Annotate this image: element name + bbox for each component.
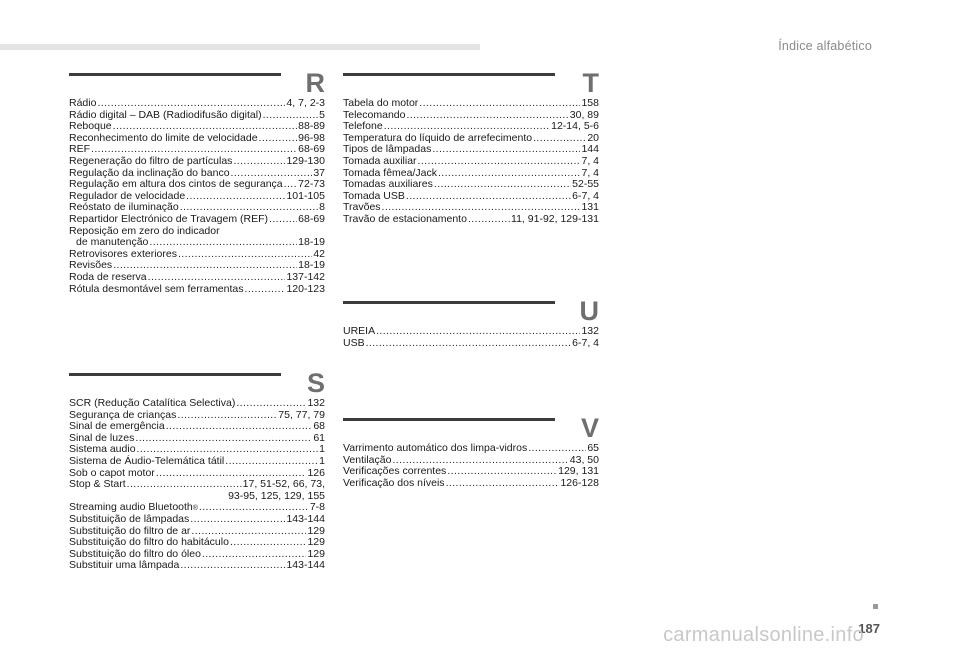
index-entry-pages: 129-130 [286,154,325,167]
index-entry-pages: 61 [313,431,325,444]
dot-leader [259,133,298,145]
index-entry-pages: 65 [587,442,599,454]
index-entry [69,479,325,491]
index-entry-pages: 12-14, 5-6 [551,120,599,133]
index-entry-term: Verificações correntes [343,465,447,478]
dot-leader [406,191,571,203]
index-section-s [69,370,325,572]
page-number: 187 [858,621,880,636]
index-entry-term: Tomadas auxiliares [343,178,433,191]
index-entry-term: Rótula desmontável sem ferramentas [69,282,244,295]
index-entry-term: Rádio [69,97,97,109]
index-entry-pages: 72-73 [298,178,325,191]
entry-list [343,98,599,226]
index-entry-term: Repartidor Electrónico de Travagem (REF) [69,212,268,225]
index-entry-pages: 143-144 [286,559,325,572]
index-entry-term: Tomada auxiliar [343,154,417,167]
index-entry-term: Tabela do motor [343,97,419,109]
index-entry-pages: 129 [307,524,325,537]
index-entry-term: Regulador de velocidade [69,189,186,202]
index-entry-term: Substituição do filtro de ar [69,524,191,537]
dot-leader [233,156,285,168]
index-entry-pages: 7, 4 [581,166,599,179]
section-header [343,70,599,100]
index-entry-term: Reposição em zero do indicador [69,224,220,237]
index-entry-continuation: 93-95, 125, 129, 155 [228,489,325,502]
index-entry-pages: 129 [307,536,325,549]
index-entry-term: Rádio digital – DAB (Radiodifusão digital) [69,108,262,121]
index-entry-pages: 7-8 [309,501,325,514]
dot-leader [269,214,297,226]
index-entry-pages: 144 [581,143,599,156]
entry-list [343,443,599,489]
index-entry-term: Reóstato de iluminação [69,201,179,214]
index-entry-term: Tomada fêmea/Jack [343,166,437,179]
section-rule [69,373,281,376]
dot-leader [180,560,285,572]
index-entry-pages: 18-19 [298,259,325,272]
index-entry-pages: 68 [313,420,325,433]
dot-leader [432,144,580,156]
index-entry-pages: 68-69 [298,212,325,225]
dot-leader [533,133,586,145]
index-entry-pages: 11, 91-92, 129-131 [511,212,599,225]
index-entry-pages: 126 [307,466,325,479]
section-header [69,70,325,100]
header-bar [0,44,480,50]
index-entry-pages: 137-142 [286,270,325,283]
section-letter: R [305,68,325,98]
index-entry-term: Telecomando [343,108,406,121]
index-entry-term: Segurança de crianças [69,408,177,421]
index-entry-pages: 75, 77, 79 [278,408,325,421]
index-entry-term: Travão de estacionamento [343,212,467,225]
watermark: carmanualsonline.info [663,624,864,646]
index-entry-term: Regulação em altura dos cintos de segurança [69,178,283,191]
index-entry-term: UREIA [343,325,376,337]
dot-leader [178,249,312,261]
dot-leader [148,272,286,284]
index-entry-pages: 18-19 [298,236,325,249]
dot-leader [177,410,277,422]
index-entry-pages: 37 [313,166,325,179]
index-entry-pages: 5 [319,108,325,121]
index-entry-pages: 42 [313,247,325,260]
index-entry-term: Tipos de lâmpadas [343,143,432,156]
index-entry-term: Tomada USB [343,189,405,202]
dot-leader [468,214,510,226]
index-entry-term: Sistema de Áudio-Telemática tátil [69,454,225,467]
index-entry-term: Reconhecimento do limite de velocidade [69,131,258,144]
dot-leader [245,284,286,296]
index-entry-pages: 20 [587,131,599,144]
index-entry-term: Stop & Start [69,478,126,491]
section-letter: U [579,296,599,326]
registered-mark: ® [192,505,198,513]
index-entry [343,179,599,191]
dot-leader [127,479,242,491]
index-entry-pages: 120-123 [286,282,325,295]
index-entry-term: Sinal de luzes [69,431,135,444]
index-entry [69,456,325,468]
section-rule [69,73,281,76]
index-entry [343,191,599,203]
index-entry-pages: 17, 51-52, 66, 73, [242,478,325,491]
entry-list [343,326,599,349]
index-entry-term: Ventilação [343,453,392,466]
dot-leader [447,466,557,478]
index-entry-pages: 8 [319,201,325,214]
section-letter: V [580,413,599,443]
index-entry-pages: 101-105 [286,189,325,202]
index-entry-term: REF [69,143,90,156]
index-entry-term: Sistema audio [69,443,136,456]
index-entry-term: Telefone [343,120,383,133]
index-entry-pages: 30, 89 [569,108,599,121]
dot-leader [190,514,285,526]
section-header [343,298,599,328]
index-entry-pages: 1 [319,454,325,467]
section-rule [343,418,555,421]
index-entry [69,272,325,284]
index-entry-term: USB [343,336,365,349]
entry-list [69,98,325,295]
index-entry-pages: 88-89 [298,120,325,133]
index-entry-pages: 126-128 [560,476,599,489]
index-entry-pages: 131 [581,201,599,214]
index-entry-pages: 129, 131 [558,465,599,478]
dot-leader [438,168,581,180]
index-entry-term: Substituição do filtro do óleo [69,547,201,560]
index-entry-term: Substituição de lâmpadas [69,512,190,525]
index-entry-term: de manutenção [76,236,149,249]
section-header [69,370,325,400]
section-letter: T [582,68,599,98]
index-entry-term: SCR (Redução Catalítica Selectiva) [69,397,236,409]
index-entry-term: Revisões [69,259,113,272]
index-section-r [69,70,325,295]
index-entry-term: Roda de reserva [69,270,147,283]
index-entry-pages: 7, 4 [581,154,599,167]
index-entry-term: Varrimento automático dos limpa-vidros [343,442,528,454]
index-entry [69,179,325,191]
index-entry [343,338,599,350]
index-entry-term: Substituição do filtro do habitáculo [69,536,229,549]
index-entry-pages: 158 [581,97,599,109]
dot-leader [418,156,581,168]
index-entry-term: Sob o capot motor [69,466,155,479]
index-entry-term: Streaming audio Bluetooth [69,501,193,514]
index-entry-term: Travões [343,201,381,214]
index-entry-term: Temperatura do líquido de arrefecimento [343,131,533,144]
index-entry [69,284,325,296]
index-entry-pages: 129 [307,547,325,560]
index-entry-pages: 143-144 [286,512,325,525]
index-entry [69,237,325,249]
index-entry-pages: 6-7, 4 [572,336,599,349]
index-entry-pages: 132 [581,325,599,337]
index-entry-pages: 6-7, 4 [572,189,599,202]
footer-marker [873,604,878,609]
dot-leader [166,421,313,433]
dot-leader [225,456,318,468]
index-entry-pages: 68-69 [298,143,325,156]
dot-leader [186,191,285,203]
index-entry [69,514,325,526]
index-entry-term: Regeneração do filtro de partículas [69,154,233,167]
entry-list [69,398,325,572]
index-section-t [343,70,599,226]
dot-leader [149,237,297,249]
section-letter: S [306,368,325,398]
dot-leader [366,338,572,350]
index-section-u [343,298,599,349]
dot-leader [406,110,568,122]
index-entry-pages: 4, 7, 2-3 [286,97,325,109]
index-entry-pages: 96-98 [298,131,325,144]
index-entry-term: Reboque [69,120,112,133]
dot-leader [446,478,560,490]
index-entry [69,133,325,145]
index-entry [343,156,599,168]
index-entry-term: Sinal de emergência [69,420,165,433]
section-rule [343,301,555,304]
section-rule [343,73,555,76]
dot-leader [135,433,312,445]
dot-leader [230,537,307,549]
index-entry-term: Regulação da inclinação do banco [69,166,230,179]
index-entry [343,478,599,490]
dot-leader [284,179,298,191]
index-entry-pages: 1 [319,443,325,456]
index-entry [69,214,325,226]
index-entry [69,537,325,549]
index-entry [69,560,325,572]
index-entry-pages: 43, 50 [569,453,599,466]
index-entry [69,156,325,168]
index-entry-pages: 52-55 [572,178,599,191]
section-header [343,415,599,445]
index-entry [343,214,599,226]
dot-leader [434,179,571,191]
page-header-title: Índice alfabético [778,39,872,53]
index-entry-pages: 132 [307,397,325,409]
index-entry-term: Verificação dos níveis [343,476,445,489]
index-section-v [343,415,599,489]
index-entry-term: Retrovisores exteriores [69,247,177,260]
index-entry-term: Substituir uma lâmpada [69,559,180,572]
